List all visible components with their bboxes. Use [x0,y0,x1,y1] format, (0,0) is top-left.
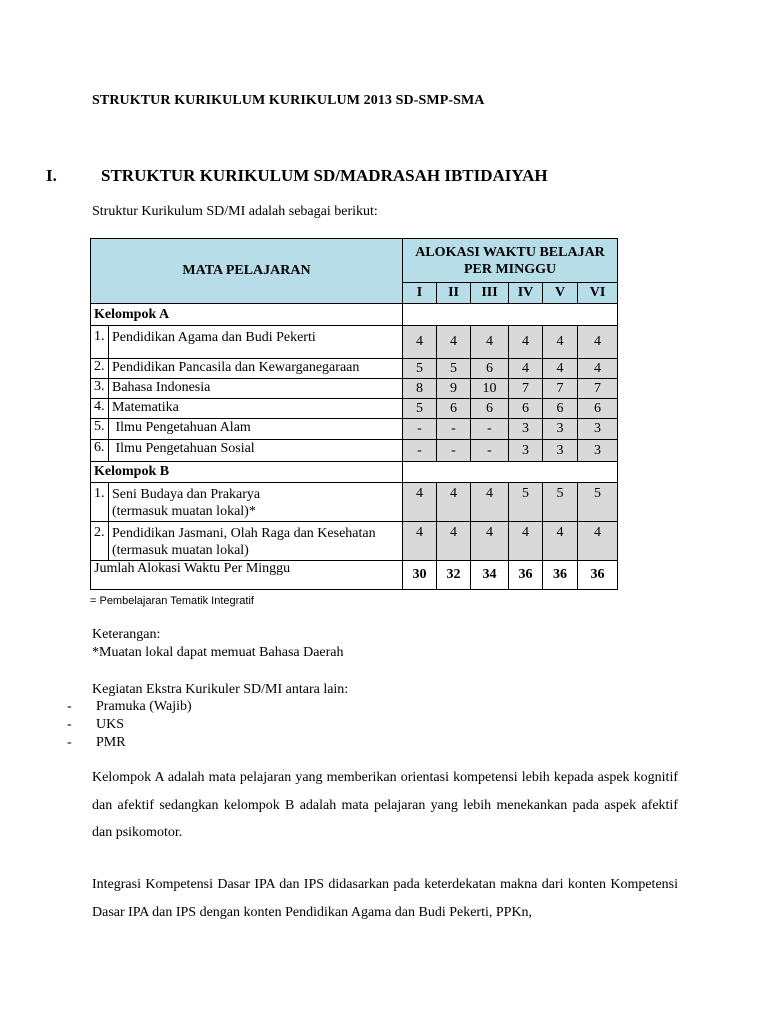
value-cell: 4 [578,359,618,379]
value-cell: 4 [509,359,543,379]
bullet-dash: - [67,717,72,732]
value-cell: 3 [543,440,578,462]
value-cell: 6 [437,399,471,419]
list-item: PMR [96,735,126,750]
intro-text: Struktur Kurikulum SD/MI adalah sebagai berikut: [92,204,378,219]
value-cell: - [437,440,471,462]
grade-header: VI [578,283,618,304]
value-cell: 4 [471,522,509,561]
document-title: STRUKTUR KURIKULUM KURIKULUM 2013 SD-SMP-SMA [92,93,485,108]
value-cell: - [403,440,437,462]
subject-name [109,522,403,561]
value-cell: 6 [578,399,618,419]
subject-name: Ilmu Pengetahuan Sosial [109,440,403,462]
value-cell: - [437,419,471,440]
extra-heading: Kegiatan Ekstra Kurikuler SD/MI antara lain: [92,682,349,697]
value-cell: 5 [403,399,437,419]
value-cell: 5 [403,359,437,379]
total-value: 32 [437,561,471,590]
table-row [91,440,618,462]
subject-title: Seni Budaya dan Prakarya [112,487,261,502]
value-cell: 4 [437,326,471,359]
value-cell: - [471,440,509,462]
notes-line: *Muatan lokal dapat memuat Bahasa Daerah [92,645,344,660]
notes-heading: Keterangan: [92,627,161,642]
row-number: 5. [91,419,109,440]
value-cell: 4 [471,483,509,522]
value-cell: 6 [471,399,509,419]
subject-name: Matematika [109,399,403,419]
grade-header: III [471,283,509,304]
value-cell: 9 [437,379,471,399]
curriculum-table [90,238,618,590]
subject-header: MATA PELAJARAN [91,239,403,304]
value-cell: 4 [509,326,543,359]
value-cell: - [471,419,509,440]
value-cell: 10 [471,379,509,399]
value-cell: 4 [403,483,437,522]
value-cell: 4 [403,326,437,359]
value-cell: 5 [509,483,543,522]
legend-text: = Pembelajaran Tematik Integratif [90,595,254,607]
value-cell: 3 [578,440,618,462]
table-row [91,326,618,359]
group-b-label: Kelompok B [91,462,403,483]
table-row [91,419,618,440]
row-number: 1. [91,326,109,359]
grade-header: IV [509,283,543,304]
total-label: Jumlah Alokasi Waktu Per Minggu [91,561,403,590]
section-number: I. [46,166,57,185]
bullet-dash: - [67,699,72,714]
subject-name: Bahasa Indonesia [109,379,403,399]
value-cell: 6 [471,359,509,379]
group-a-label: Kelompok A [91,304,403,326]
total-row [91,561,618,590]
section-title: STRUKTUR KURIKULUM SD/MADRASAH IBTIDAIYAH [101,166,548,185]
value-cell: 4 [471,326,509,359]
value-cell: 3 [543,419,578,440]
bullet-dash: - [67,735,72,750]
value-cell: 4 [403,522,437,561]
value-cell: 4 [543,522,578,561]
total-value: 34 [471,561,509,590]
total-value: 36 [543,561,578,590]
value-cell: 6 [509,399,543,419]
row-number: 2. [91,359,109,379]
row-number: 4. [91,399,109,419]
subject-name: Pendidikan Agama dan Budi Pekerti [109,326,403,359]
total-value: 30 [403,561,437,590]
value-cell: 4 [509,522,543,561]
time-allocation-header: ALOKASI WAKTU BELAJAR PER MINGGU [403,239,618,283]
value-cell: 8 [403,379,437,399]
list-item: Pramuka (Wajib) [96,699,192,714]
value-cell: - [403,419,437,440]
row-number: 6. [91,440,109,462]
subject-name: Ilmu Pengetahuan Alam [109,419,403,440]
row-number: 1. [91,483,109,522]
subject-note: (termasuk muatan lokal)* [112,504,256,519]
subject-name: Pendidikan Pancasila dan Kewarganegaraan [109,359,403,379]
table-row [91,522,618,561]
table-row [91,379,618,399]
value-cell: 4 [543,326,578,359]
table-row [91,399,618,419]
list-item: UKS [96,717,125,732]
total-value: 36 [509,561,543,590]
paragraph: Kelompok A adalah mata pelajaran yang memberikan orientasi kompetensi lebih kepada aspek kognitif dan afektif sedangkan kelompok B adalah mata pelajaran yang lebih menekankan pada aspek afektif dan psikomotor. [92,770,678,840]
value-cell: 4 [578,522,618,561]
value-cell: 5 [437,359,471,379]
value-cell: 7 [578,379,618,399]
value-cell: 4 [543,359,578,379]
total-value: 36 [578,561,618,590]
row-number: 2. [91,522,109,561]
grade-header: II [437,283,471,304]
subject-note: (termasuk muatan lokal) [112,543,249,558]
paragraph: Integrasi Kompetensi Dasar IPA dan IPS didasarkan pada keterdekatan makna dari konten Kompetensi Dasar IPA dan IPS dengan konten Pendidikan Agama dan Budi Pekerti, PPKn, [92,877,678,920]
value-cell: 7 [509,379,543,399]
value-cell: 4 [578,326,618,359]
table-row [91,359,618,379]
subject-name [109,483,403,522]
value-cell: 5 [543,483,578,522]
value-cell: 4 [437,483,471,522]
empty-cell [403,304,618,326]
value-cell: 3 [509,440,543,462]
value-cell: 4 [437,522,471,561]
value-cell: 3 [578,419,618,440]
table-row [91,483,618,522]
row-number: 3. [91,379,109,399]
grade-header: V [543,283,578,304]
value-cell: 3 [509,419,543,440]
value-cell: 5 [578,483,618,522]
subject-title: Pendidikan Jasmani, Olah Raga dan Kesehatan [112,526,376,541]
value-cell: 7 [543,379,578,399]
value-cell: 6 [543,399,578,419]
empty-cell [403,462,618,483]
grade-header: I [403,283,437,304]
